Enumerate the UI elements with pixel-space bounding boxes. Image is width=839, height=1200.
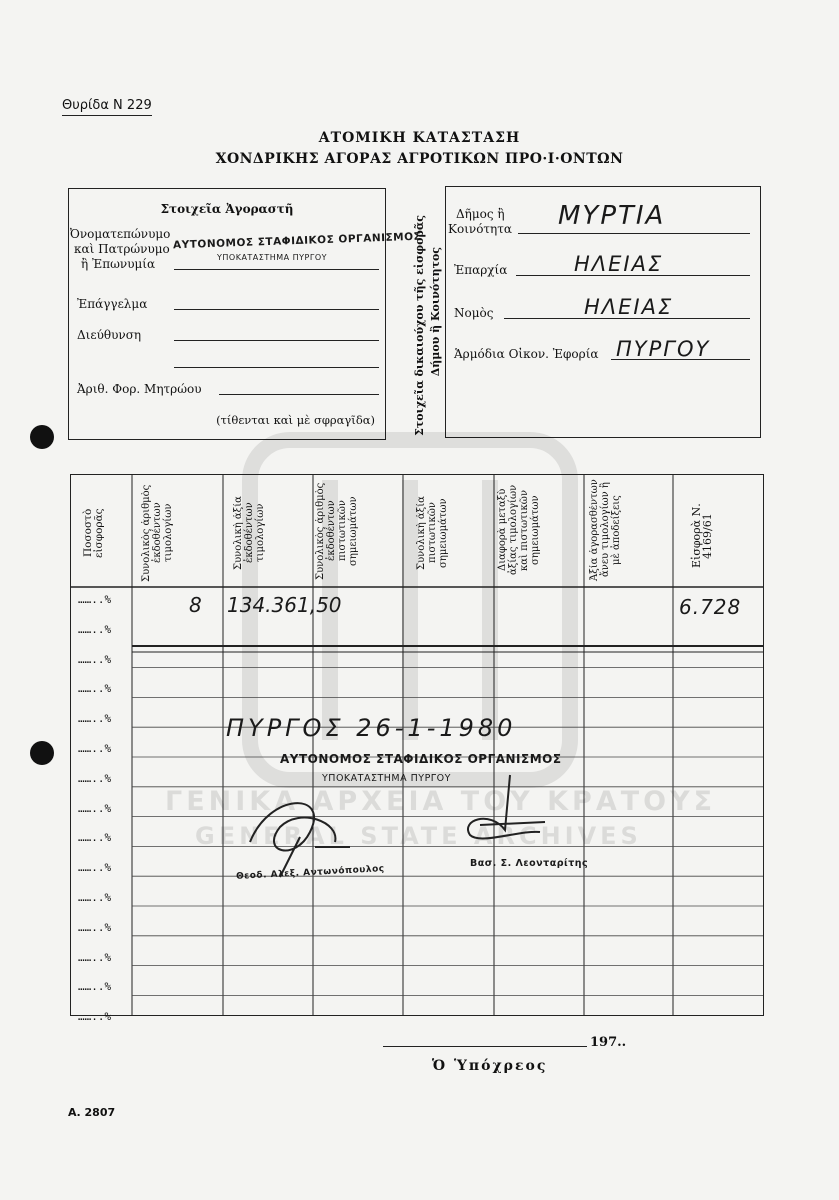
document-subtitle: ΧΟΝΔΡΙΚΗΣ ΑΓΟΡΑΣ ΑΓΡΟΤΙΚΩΝ ΠΡΟ·Ι·ΟΝΤΩΝ	[215, 151, 624, 167]
buyer-name-line	[174, 269, 379, 270]
buyer-heading: Στοιχεῖα Ἀγοραστῆ	[160, 202, 294, 216]
municipality-label-1: Δῆμος ἢ	[456, 207, 505, 221]
rate-cell: ……..%	[78, 712, 112, 726]
signature-right-icon	[450, 770, 560, 860]
footer-signature-label: Ὁ Ὑπόχρεος	[432, 1058, 548, 1074]
cell-invoice-value: 134.361,50	[227, 593, 342, 617]
prefecture-value: ΗΛΕΙΑΣ	[584, 295, 674, 319]
prefecture-label: Νομὸς	[454, 306, 494, 320]
organization-stamp-branch: ΥΠΟΚΑΤΑΣΤΗΜΑ ΠΥΡΓΟΥ	[322, 773, 451, 784]
rate-cell: ……..%	[78, 622, 112, 636]
footer-form-code: Α. 2807	[68, 1106, 116, 1119]
header-contribution-rate: Ποσοστὸ εἰσφορᾶς	[82, 508, 105, 558]
document-title: ΑΤΟΜΙΚΗ ΚΑΤΑΣΤΑΣΗ	[318, 130, 521, 146]
header-invoice-count: Συνολικὸς ἀριθμὸς ἐκδοθέντων τιμολογίων	[141, 484, 174, 582]
buyer-address-label: Διεύθυνση	[77, 328, 142, 342]
buyer-name-label-2: καὶ Πατρώνυμο	[74, 242, 170, 256]
rate-cell: ……..%	[78, 861, 112, 875]
municipality-line	[518, 233, 750, 234]
province-value: ΗΛΕΙΑΣ	[574, 252, 664, 276]
form-number: Θυρίδα Ν 229	[62, 98, 152, 116]
rate-cell: ……..%	[78, 920, 112, 934]
tax-office-label: Ἁρμόδια Οἰκον. Ἐφορία	[454, 347, 599, 361]
rate-cell: ……..%	[78, 950, 112, 964]
tax-office-value: ΠΥΡΓΟΥ	[616, 337, 711, 361]
punch-hole-top	[30, 425, 54, 449]
footer-date-line	[383, 1046, 587, 1047]
header-untaxed-purchases: Ἀξία ἀγορασθέντων ἄνευ τιμολογίων ἢ μὲ ἀποδείξεις	[589, 479, 622, 581]
contribution-table	[70, 474, 764, 1024]
rate-cell: ……..%	[78, 831, 112, 845]
buyer-name-stamp: ΑΥΤΟΝΟΜΟΣ ΣΤΑΦΙΔΙΚΟΣ ΟΡΓΑΝΙΣΜΟΣ	[172, 230, 422, 252]
buyer-note: (τίθενται καὶ μὲ σφραγῖδα)	[216, 413, 375, 427]
rate-cell: ……..%	[78, 593, 112, 606]
watermark-greek: ΓΕΝΙΚΑ ΑΡΧΕΙΑ ΤΟΥ ΚΡΑΤΟΥΣ	[165, 786, 717, 817]
footer-year: 197..	[590, 1035, 627, 1050]
handwritten-place-date: ΠΥΡΓΟΣ 26-1-1980	[226, 714, 517, 742]
prefecture-line	[504, 318, 750, 319]
rate-cell: ……..%	[78, 682, 112, 696]
watermark-english: GENERAL STATE ARCHIVES	[195, 822, 642, 850]
organization-stamp: ΑΥΤΟΝΟΜΟΣ ΣΤΑΦΙΔΙΚΟΣ ΟΡΓΑΝΙΣΜΟΣ	[280, 752, 562, 766]
header-contribution-law: Εἰσφορὰ Ν. 4169/61	[690, 503, 714, 569]
buyer-name-label-1: Ὀνοματεπώνυμο	[70, 227, 171, 241]
punch-hole-bottom	[30, 741, 54, 765]
beneficiary-vertical-label	[411, 190, 445, 436]
buyer-address-line	[174, 340, 379, 341]
buyer-name-label-3: ἢ Ἐπωνυμία	[81, 257, 156, 271]
buyer-occupation-line	[174, 309, 379, 310]
rate-cell: ……..%	[78, 652, 112, 666]
community-box	[445, 186, 761, 438]
header-credit-note-count: Συνολικὸς ἀριθμὸς ἐκδοθέντων πιστωτικῶν σημειωμάτων	[315, 482, 359, 580]
buyer-occupation-label: Ἐπάγγελμα	[77, 297, 148, 311]
buyer-tax-reg-label: Ἀριθ. Φορ. Μητρώου	[77, 382, 202, 396]
signatory-right-name: Βασ. Σ. Λεονταρίτης	[470, 858, 589, 869]
rate-cell: ……..%	[78, 980, 112, 994]
municipality-value: ΜΥΡΤΙΑ	[558, 201, 666, 231]
header-credit-note-value: Συνολικὴ ἀξία πιστωτικῶν σημειωμάτων	[416, 496, 449, 570]
signatory-left-name: Θεοδ. Αλεξ. Αντωνόπουλος	[235, 864, 385, 882]
tax-office-line	[611, 359, 750, 360]
municipality-label-2: Κοινότητα	[448, 222, 512, 236]
rate-cell: ……..%	[78, 801, 112, 815]
province-label: Ἐπαρχία	[454, 263, 508, 277]
rate-cell: ……..%	[78, 742, 112, 755]
beneficiary-label-line2: Δήμου ἢ Κοινότητος	[429, 246, 442, 376]
buyer-tax-reg-line	[219, 394, 379, 395]
header-difference: Διαφορὰ μεταξὺ ἀξίας τιμολογίων καὶ πιστωτικῶν σημειωμάτων	[497, 484, 541, 576]
rate-cell: ……..%	[78, 771, 112, 785]
beneficiary-label-line1: Στοιχεῖα δικαιούχου τῆς εἰσφορᾶς	[413, 215, 426, 436]
rate-cell: ……..%	[78, 1010, 112, 1024]
cell-contribution: 6.728	[679, 595, 742, 619]
cell-invoice-count: 8	[189, 593, 204, 617]
header-invoice-value: Συνολικὴ ἀξία ἐκδοθέντων τιμολογίων	[233, 496, 266, 570]
rate-cell: ……..%	[78, 891, 112, 904]
buyer-address-line-2	[174, 367, 379, 368]
buyer-name-stamp-sub: ΥΠΟΚΑΤΑΣΤΗΜΑ ΠΥΡΓΟΥ	[217, 253, 328, 262]
province-line	[516, 275, 750, 276]
